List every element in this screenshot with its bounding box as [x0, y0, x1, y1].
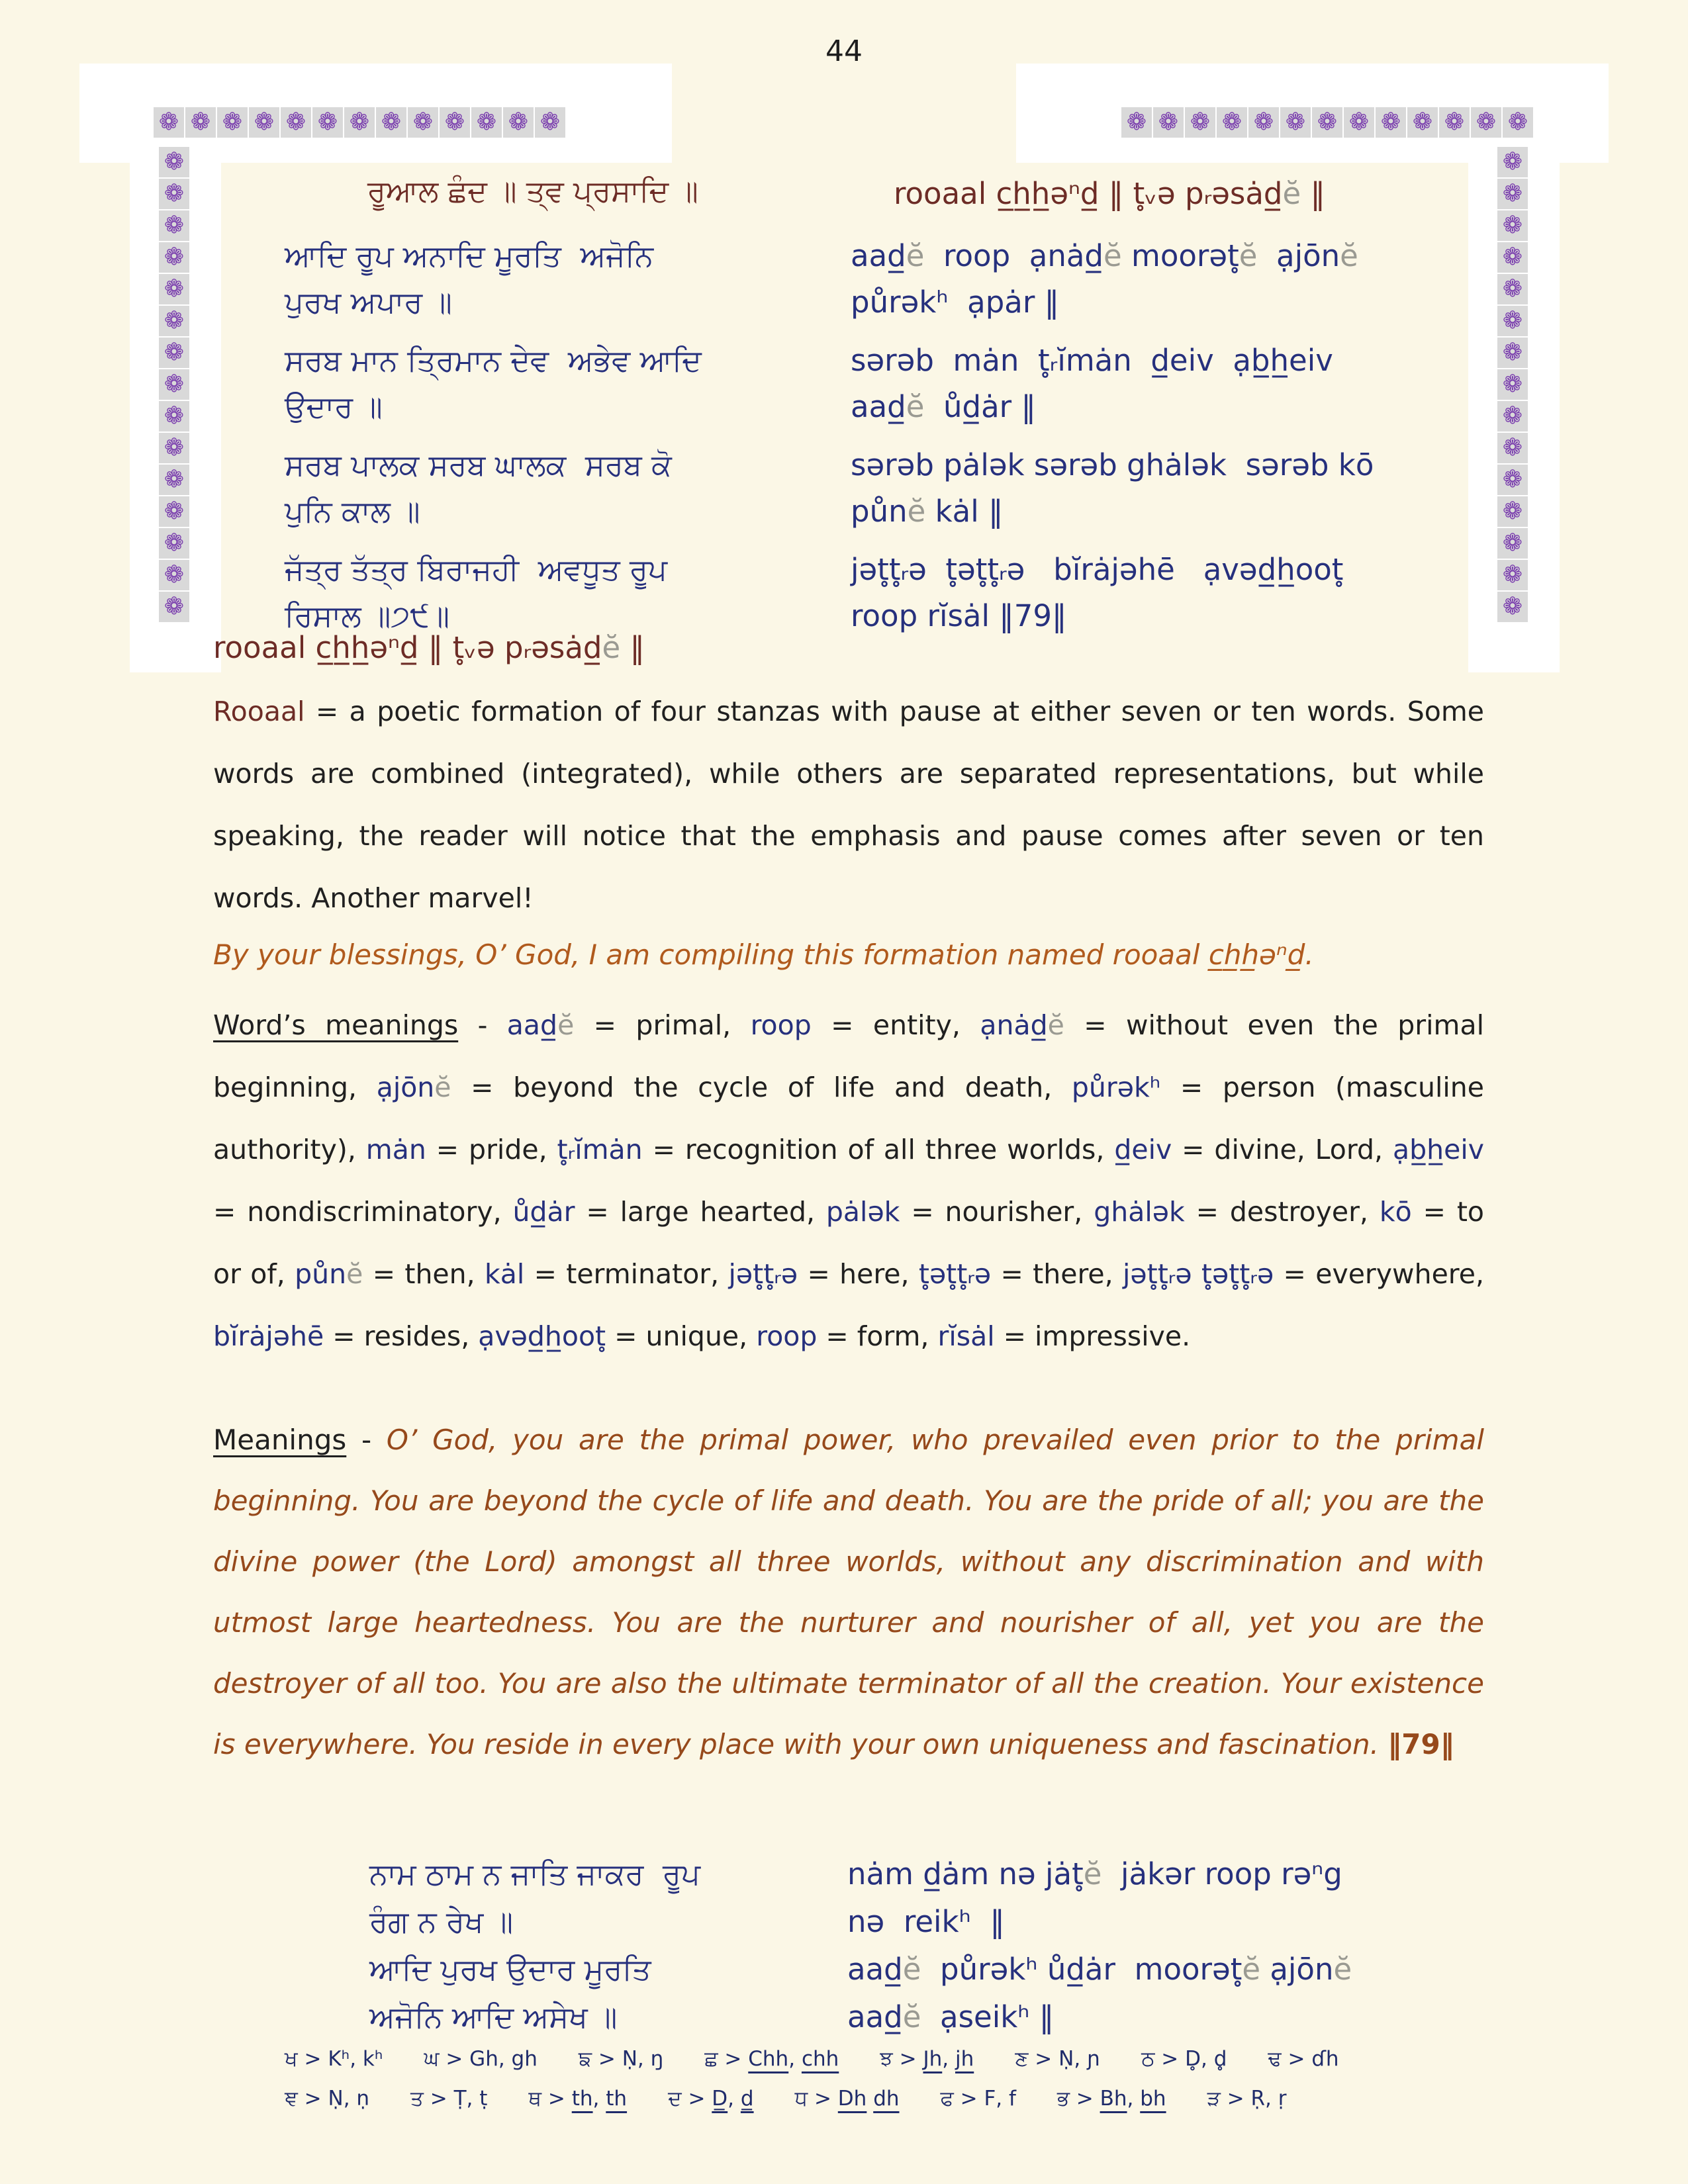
flower-icon: ❁: [159, 592, 189, 622]
text-segment: >: [1220, 2087, 1251, 2111]
text-segment: Kʰ, kʰ: [328, 2047, 383, 2071]
flower-icon: ❁: [159, 147, 189, 177]
text-segment: = there,: [991, 1258, 1123, 1290]
text-segment: -: [346, 1424, 387, 1456]
flower-icon: ❁: [1497, 369, 1528, 400]
text-segment: ĕ: [1333, 1952, 1352, 1987]
verse-gurmukhi-line: ਉਦਾਰ ॥: [285, 389, 383, 424]
verse-gurmukhi-line: ਰਿਸਾਲ ॥੭੯॥: [285, 598, 450, 633]
pronunciation-key-cell: [1141, 2040, 1227, 2078]
verse2-transliteration-column: [847, 1850, 1470, 2041]
text-segment: ĕ: [1239, 238, 1258, 273]
flower-icon: ❁: [154, 107, 184, 138]
text-segment: ůd̲ȧr: [512, 1196, 575, 1228]
text-segment: sərəb pȧlək sərəb ghȧlək sərəb kō: [851, 447, 1374, 482]
flower-icon: ❁: [1248, 107, 1279, 138]
text-segment: nə reikʰ ‖: [847, 1904, 1005, 1939]
text-segment: ਖ: [285, 2047, 298, 2071]
pronunciation-key-row: [285, 2040, 1339, 2078]
pronunciation-key-cell: [1268, 2040, 1338, 2078]
text-segment: aad̲: [847, 1952, 903, 1987]
flower-icon: ❁: [1497, 242, 1528, 273]
flower-icon: ❁: [1344, 107, 1374, 138]
text-segment: = entity,: [811, 1009, 980, 1041]
text-segment: ĕ: [906, 238, 925, 273]
text-segment: ĕ: [902, 1999, 921, 2034]
text-segment: ਞ: [285, 2087, 298, 2111]
flower-icon: ❁: [1497, 465, 1528, 495]
text-segment: jət̥t̥ᵣə t̥ət̥t̥ᵣə bĭrȧjəhē ạvəd̲h̲oot̥: [851, 552, 1344, 587]
text-segment: ĕ: [1340, 238, 1358, 273]
text-segment: ůd̲ȧr ‖: [924, 389, 1036, 424]
text-segment: dh: [873, 2087, 900, 2111]
verse-translit-line: [847, 1946, 1470, 1993]
text-segment: moorət̥: [1121, 238, 1239, 273]
text-segment: chh: [801, 2047, 839, 2071]
flower-icon: ❁: [1312, 107, 1342, 138]
pronunciation-key-cell: [528, 2079, 627, 2118]
flower-icon: ❁: [217, 107, 248, 138]
text-segment: >: [1069, 2087, 1100, 2111]
text-segment: ĕ: [1103, 238, 1122, 273]
text-segment: ,: [592, 2087, 606, 2111]
text-segment: O’ God, you are the primal power, who prevailed even prior to the primal beginning. You are beyond the cycle of life and death. You are the pride of all; you are the divine power (the Lord) amongst all three worlds, without any discrimination and with utmost large heartedness. You are the nurturer and nourisher of all, yet you are the destroyer of all too. You are also the ultimate terminator of all the creation. Your existence is everywhere. You reside in every place with your own uniqueness and fascination.: [213, 1424, 1485, 1760]
text-segment: ਣ: [1015, 2047, 1029, 2071]
text-segment: jət̥t̥ᵣə: [728, 1258, 798, 1290]
text-segment: = to or of,: [213, 1196, 1484, 1290]
flower-icon: ❁: [159, 528, 189, 559]
text-segment: [867, 2087, 873, 2111]
text-segment: ਙ: [578, 2047, 592, 2071]
text-segment: aad̲: [851, 389, 906, 424]
text-segment: = primal,: [574, 1009, 751, 1041]
text-segment: >: [681, 2087, 712, 2111]
text-segment: = destroyer,: [1184, 1196, 1380, 1228]
verse-gurmukhi-line: ਨਾਮ ਠਾਮ ਨ ਜਾਤਿ ਜਾਕਰ ਰੂਪ: [369, 1856, 700, 1891]
verse-gurmukhi-line: ਜੱਤ੍ਰ ਤੱਤ੍ਰ ਬਿਰਾਜਹੀ ਅਵਧੂਤ ਰੂਪ: [285, 552, 667, 587]
verse-gurmukhi-column: [285, 233, 781, 639]
chhand-heading-line: [213, 630, 645, 665]
text-segment: ਭ: [1056, 2087, 1070, 2111]
text-segment: ạnȧd̲: [980, 1009, 1048, 1041]
verse-translit-line: [851, 279, 1446, 326]
text-segment: aad̲: [506, 1009, 558, 1041]
flower-icon: ❁: [159, 242, 189, 273]
flower-icon: ❁: [1497, 338, 1528, 368]
verse-translit-line: [851, 442, 1446, 488]
text-segment: ਘ: [424, 2047, 440, 2071]
text-segment: ĕ: [1083, 1856, 1102, 1891]
text-segment: ạb̲h̲eiv: [1392, 1134, 1484, 1165]
text-segment: ੜ: [1207, 2087, 1221, 2111]
pronunciation-key-cell: [285, 2079, 369, 2118]
pronunciation-key-cell: [668, 2079, 754, 2118]
flower-icon: ❁: [1471, 107, 1501, 138]
text-segment: >: [1154, 2047, 1186, 2071]
text-segment: jȧkər roop rəⁿg: [1102, 1856, 1342, 1891]
text-segment: mȧn: [365, 1134, 426, 1165]
text-segment: Bh: [1100, 2087, 1127, 2111]
text-segment: th: [606, 2087, 628, 2111]
flower-icon: ❁: [471, 107, 502, 138]
text-segment: ĕ: [434, 1071, 451, 1103]
text-segment: ਛ: [704, 2047, 718, 2071]
flower-icon: ❁: [1185, 107, 1215, 138]
text-segment: ĕ: [557, 1009, 575, 1041]
text-segment: -: [458, 1009, 507, 1041]
text-segment: = a poetic formation of four stanzas with pause at either seven or ten words. Some words are combined (integrated), while others are separated representations, but while speaking, the reader will notice that the emphasis and pause comes after seven or ten words. Another marvel!: [213, 696, 1484, 914]
text-segment: Gh, gh: [469, 2047, 538, 2071]
text-segment: >: [892, 2047, 923, 2071]
text-segment: Ṇ, ṇ: [328, 2087, 370, 2111]
text-segment: ghȧlək: [1094, 1196, 1185, 1228]
text-segment: Ṭ, ṭ: [453, 2087, 488, 2111]
text-segment: ,: [788, 2047, 802, 2071]
text-segment: >: [1281, 2047, 1312, 2071]
flower-icon: ❁: [1376, 107, 1406, 138]
flower-icon: ❁: [159, 274, 189, 304]
text-segment: = person (masculine authority),: [213, 1071, 1485, 1165]
flower-icon: ❁: [159, 401, 189, 432]
verse-translit-line: [851, 233, 1446, 279]
text-segment: ạjōn: [1260, 1952, 1334, 1987]
text-segment: ạjōn: [1257, 238, 1340, 273]
verse-translit-line: [851, 547, 1446, 593]
pronunciation-key-cell: [285, 2040, 383, 2078]
flower-icon: ❁: [185, 107, 216, 138]
verse-translit-line: [847, 1850, 1470, 1898]
text-segment: >: [541, 2087, 572, 2111]
flower-icon: ❁: [1497, 592, 1528, 622]
flower-icon: ❁: [159, 179, 189, 209]
text-segment: půn: [295, 1258, 347, 1290]
flower-icon: ❁: [376, 107, 406, 138]
flower-icon: ❁: [1121, 107, 1152, 138]
flower-icon: ❁: [408, 107, 438, 138]
flower-icon: ❁: [1497, 179, 1528, 209]
text-segment: Chh: [748, 2047, 789, 2071]
blessings-line: [213, 925, 1484, 985]
text-segment: aad̲: [847, 1999, 903, 2034]
text-segment: = without even the primal beginning,: [213, 1009, 1484, 1103]
text-segment: Rooaal: [213, 696, 305, 727]
flower-icon: ❁: [1497, 528, 1528, 559]
words-meanings-paragraph: [213, 994, 1484, 1367]
flower-icon: ❁: [1280, 107, 1311, 138]
pronunciation-key-cell: [941, 2079, 1016, 2118]
flower-icon: ❁: [1217, 107, 1247, 138]
text-segment: půrəkʰ ůd̲ȧr moorət̥: [921, 1952, 1243, 1987]
text-segment: rooaal c̲h̲h̲əⁿd̲ ‖ t̥ᵥə pᵣəsȧd̲: [894, 176, 1283, 211]
flower-icon: ❁: [1497, 496, 1528, 527]
text-segment: aad̲: [851, 238, 906, 273]
flower-icon: ❁: [1497, 433, 1528, 463]
flower-icon: ❁: [1407, 107, 1438, 138]
text-segment: Ṇ, ɲ: [1058, 2047, 1101, 2071]
text-segment: ɗh: [1311, 2047, 1339, 2071]
text-segment: Dh: [837, 2087, 867, 2111]
text-segment: d̲eiv: [1114, 1134, 1172, 1165]
meanings-paragraph: [213, 1410, 1484, 1775]
flower-border-right: [1497, 147, 1528, 622]
text-segment: ạseikʰ ‖: [921, 1999, 1055, 2034]
flower-icon: ❁: [1497, 274, 1528, 304]
text-segment: jət̥t̥ᵣə t̥ət̥t̥ᵣə: [1123, 1258, 1274, 1290]
flower-icon: ❁: [1497, 560, 1528, 590]
text-segment: >: [808, 2087, 838, 2111]
pronunciation-key-cell: [795, 2079, 900, 2118]
text-segment: >: [953, 2087, 984, 2111]
text-segment: ĕ: [902, 1952, 921, 1987]
text-segment: = nourisher,: [900, 1196, 1094, 1228]
text-segment: Jh: [923, 2047, 943, 2071]
flower-icon: ❁: [312, 107, 343, 138]
text-segment: ‖: [1301, 176, 1325, 211]
text-segment: roop: [750, 1009, 812, 1041]
verse-translit-line: [847, 1993, 1470, 2041]
verse-translit-line: [851, 384, 1446, 430]
text-segment: t̥ət̥t̥ᵣə: [918, 1258, 992, 1290]
verse-gurmukhi-line: ਆਦਿ ਰੂਪ ਅਨਾਦਿ ਮੂਰਤਿ ਅਜੋਨਿ: [285, 238, 654, 273]
text-segment: >: [297, 2087, 328, 2111]
flower-icon: ❁: [159, 433, 189, 463]
flower-icon: ❁: [159, 210, 189, 241]
flower-icon: ❁: [440, 107, 470, 138]
text-segment: = unique,: [606, 1320, 757, 1352]
flower-icon: ❁: [159, 560, 189, 590]
flower-icon: ❁: [1497, 401, 1528, 432]
text-segment: >: [439, 2047, 470, 2071]
text-segment: F, f: [984, 2087, 1016, 2111]
text-segment: ਢ: [1268, 2047, 1282, 2071]
verse-transliteration-column: [851, 233, 1446, 639]
text-segment: th: [571, 2087, 593, 2111]
text-segment: nȧm d̲ȧm nə jȧt̥: [847, 1856, 1084, 1891]
text-segment: ਦ: [668, 2087, 682, 2111]
flower-border-top-left: [154, 107, 565, 138]
text-segment: = resides,: [324, 1320, 479, 1352]
text-segment: ĕ: [1282, 176, 1301, 211]
text-segment: = everywhere,: [1274, 1258, 1485, 1290]
flower-icon: ❁: [1439, 107, 1470, 138]
text-segment: = divine, Lord,: [1172, 1134, 1393, 1165]
text-segment: půrəkʰ: [1071, 1071, 1161, 1103]
text-segment: ‖: [620, 630, 645, 665]
text-segment: ĕ: [906, 389, 925, 424]
text-segment: sərəb mȧn t̥ᵣĭmȧn d̲eiv ạb̲h̲eiv: [851, 343, 1333, 378]
pronunciation-key-cell: [1057, 2079, 1166, 2118]
text-segment: D̥, d̥: [1185, 2047, 1227, 2071]
pronunciation-key-cell: [579, 2040, 663, 2078]
flower-icon: ❁: [1497, 210, 1528, 241]
text-segment: kȧl: [485, 1258, 525, 1290]
text-segment: ਠ: [1141, 2047, 1155, 2071]
text-segment: >: [423, 2087, 454, 2111]
text-segment: = recognition of all three worlds,: [642, 1134, 1115, 1165]
text-segment: pȧlək: [825, 1196, 900, 1228]
verse-translit-line: [847, 1898, 1470, 1946]
verse2-gurmukhi-column: [369, 1850, 793, 2041]
flower-icon: ❁: [535, 107, 565, 138]
text-segment: ‖79‖: [1387, 1728, 1454, 1760]
flower-icon: ❁: [249, 107, 279, 138]
rooaal-description-paragraph: [213, 680, 1484, 929]
page-number: 44: [825, 34, 863, 68]
text-segment: půrəkʰ ạpȧr ‖: [851, 285, 1060, 320]
text-segment: = impressive.: [994, 1320, 1191, 1352]
text-segment: ạjōn: [376, 1071, 435, 1103]
text-segment: By your blessings, O’ God, I am compiling this formation named rooaal c̲h̲h̲əⁿd̲.: [213, 938, 1314, 971]
text-segment: ĕ: [1047, 1009, 1064, 1041]
text-segment: roop ạnȧd̲: [924, 238, 1103, 273]
flower-icon: ❁: [159, 496, 189, 527]
flower-icon: ❁: [159, 369, 189, 400]
text-segment: roop rĭsȧl ‖79‖: [851, 598, 1067, 633]
flower-icon: ❁: [1497, 306, 1528, 336]
text-segment: ĕ: [1242, 1952, 1261, 1987]
text-segment: = here,: [798, 1258, 919, 1290]
flower-icon: ❁: [159, 465, 189, 495]
text-segment: kō: [1379, 1196, 1412, 1228]
flower-icon: ❁: [1497, 147, 1528, 177]
pronunciation-key-cell: [410, 2079, 487, 2118]
text-segment: >: [718, 2047, 749, 2071]
text-segment: t̥ᵣĭmȧn: [557, 1134, 643, 1165]
text-segment: ਤ: [410, 2087, 424, 2111]
verse-gurmukhi-line: ਸਰਬ ਪਾਲਕ ਸਰਬ ਘਾਲਕ ਸਰਬ ਕੋ: [285, 447, 672, 482]
text-segment: ਥ: [528, 2087, 542, 2111]
pronunciation-key-cell: [704, 2040, 839, 2078]
verse-gurmukhi-line: ਰੰਗ ਨ ਰੇਖ ॥: [369, 1904, 514, 1939]
text-segment: bh: [1140, 2087, 1166, 2111]
flower-icon: ❁: [503, 107, 534, 138]
text-segment: ĕ: [907, 494, 926, 529]
text-segment: Meanings: [213, 1424, 347, 1456]
flower-icon: ❁: [1503, 107, 1533, 138]
verse-gurmukhi-line: ਅਜੋਨਿ ਆਦਿ ਅਸੇਖ ॥: [369, 1999, 618, 2034]
verse-translit-line: [851, 338, 1446, 384]
text-segment: ,: [727, 2087, 741, 2111]
flower-border-left: [159, 147, 189, 622]
flower-icon: ❁: [1153, 107, 1184, 138]
verse-gurmukhi-line: ਪੁਰਖ ਅਪਾਰ ॥: [285, 285, 452, 320]
flower-icon: ❁: [344, 107, 375, 138]
pronunciation-key-cell: [1015, 2040, 1100, 2078]
verse-gurmukhi-line: ਸਰਬ ਮਾਨ ਤ੍ਰਿਮਾਨ ਦੇਵ ਅਭੇਵ ਆਦਿ: [285, 343, 702, 378]
transliteration-verse-heading: [894, 176, 1325, 211]
text-segment: >: [297, 2047, 328, 2071]
text-segment: = large hearted,: [575, 1196, 826, 1228]
verse-translit-line: [851, 593, 1446, 639]
text-segment: = nondiscriminatory,: [213, 1196, 513, 1228]
flower-icon: ❁: [281, 107, 311, 138]
text-segment: ĕ: [602, 630, 621, 665]
text-segment: ਧ: [794, 2087, 808, 2111]
text-segment: Ṇ, ŋ: [622, 2047, 664, 2071]
verse-gurmukhi-line: ਆਦਿ ਪੁਰਖ ਉਦਾਰ ਮੂਰਤਿ: [369, 1952, 651, 1987]
text-segment: jh: [955, 2047, 974, 2071]
pronunciation-key-cell: [1207, 2079, 1287, 2118]
text-segment: = then,: [363, 1258, 485, 1290]
text-segment: ,: [942, 2047, 955, 2071]
text-segment: kȧl ‖: [925, 494, 1004, 529]
text-segment: >: [1028, 2047, 1059, 2071]
text-segment: rooaal c̲h̲h̲əⁿd̲ ‖ t̥ᵥə pᵣəsȧd̲: [213, 630, 602, 665]
text-segment: D̲: [712, 2087, 728, 2111]
text-segment: roop: [756, 1320, 818, 1352]
pronunciation-key-cell: [424, 2040, 537, 2078]
text-segment: Word’s meanings: [213, 1009, 459, 1041]
text-segment: >: [592, 2047, 622, 2071]
flower-icon: ❁: [159, 306, 189, 336]
text-segment: půn: [851, 494, 908, 529]
text-segment: Ṛ, ṛ: [1250, 2087, 1287, 2111]
text-segment: = terminator,: [524, 1258, 729, 1290]
verse-gurmukhi-line: ਪੁਨਿ ਕਾਲ ॥: [285, 494, 420, 529]
pronunciation-key-row: [285, 2079, 1287, 2118]
pronunciation-key-cell: [880, 2040, 974, 2078]
text-segment: bĭrȧjəhē: [213, 1320, 324, 1352]
text-segment: = pride,: [426, 1134, 557, 1165]
flower-border-top-right: [1121, 107, 1533, 138]
text-segment: ,: [1127, 2087, 1141, 2111]
text-segment: = beyond the cycle of life and death,: [451, 1071, 1072, 1103]
gurmukhi-verse-heading: ਰੂਆਲ ਛੰਦ ॥ ਤ੍ਵ ਪ੍ਰਸਾਦਿ ॥: [367, 173, 698, 208]
flower-icon: ❁: [159, 338, 189, 368]
text-segment: ĕ: [346, 1258, 363, 1290]
text-segment: ਫ: [940, 2087, 954, 2111]
text-segment: rĭsȧl: [937, 1320, 995, 1352]
verse-translit-line: [851, 488, 1446, 535]
text-segment: ạvəd̲h̲oot̥: [478, 1320, 606, 1352]
text-segment: = form,: [817, 1320, 938, 1352]
text-segment: d̲: [740, 2087, 754, 2111]
text-segment: ਝ: [880, 2047, 893, 2071]
